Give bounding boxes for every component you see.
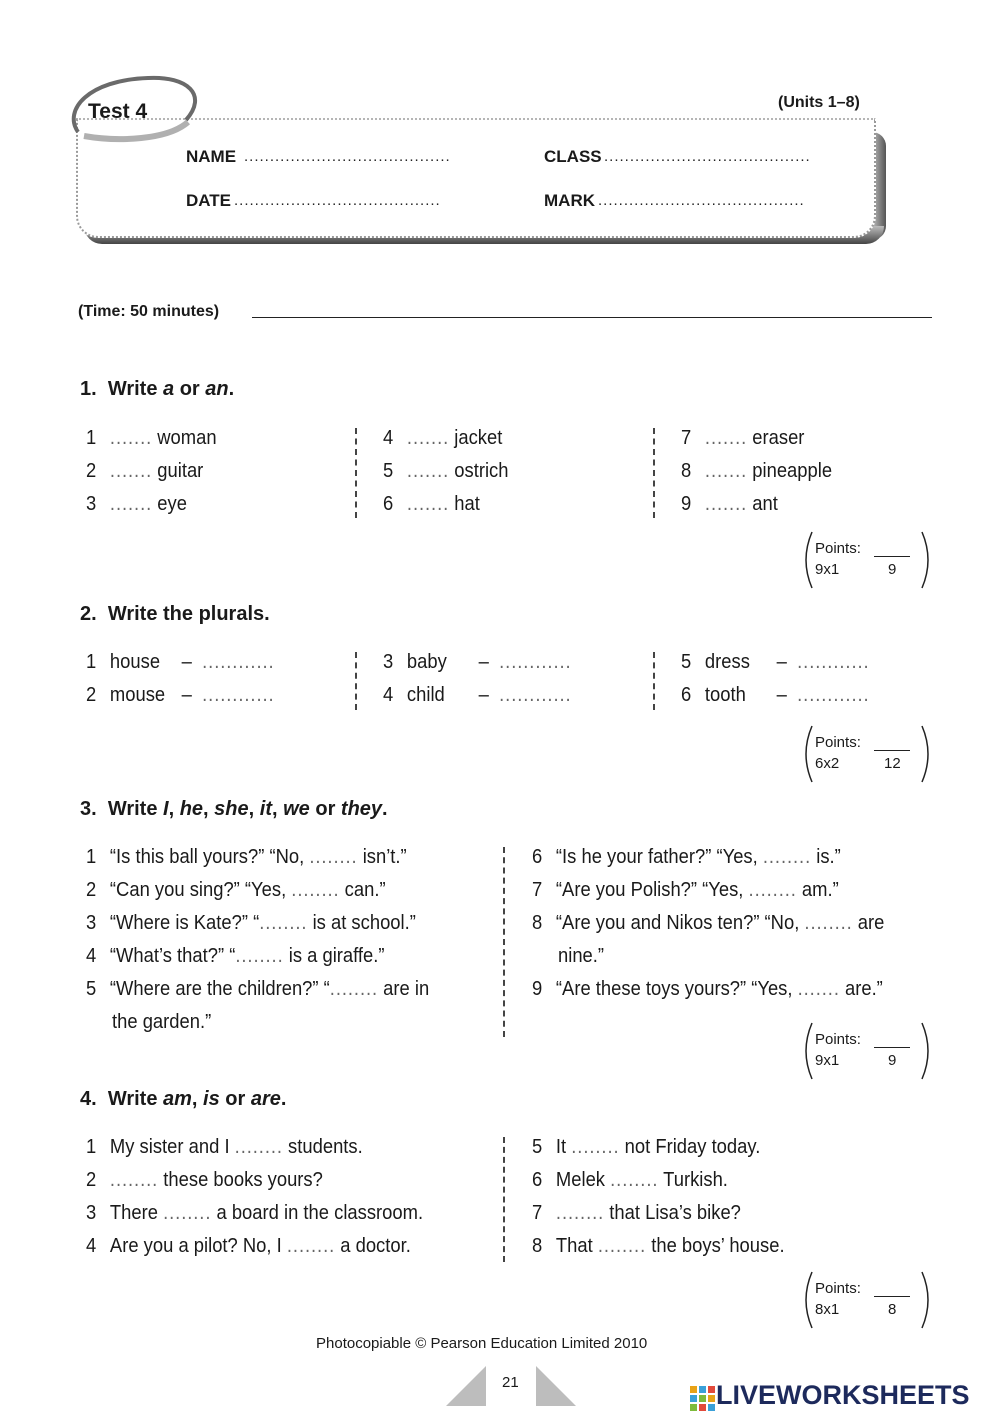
answer-blank[interactable]: ............ [499,651,572,673]
item-text: a board in the classroom. [216,1202,424,1224]
section-4-word-are: are [250,1088,281,1110]
units-range: (Units 1–8) [778,94,860,111]
page-number: 21 [502,1374,519,1391]
item-word: pineapple [752,460,833,482]
points-calc: 9x1 [815,561,840,578]
section-4-title [80,1088,286,1111]
list-item [86,493,187,516]
list-item [86,978,429,1001]
time-rule [252,317,932,318]
list-item [681,651,870,674]
item-text: “Is this ball yours?” “No, [109,846,305,868]
item-text: “Are these toys yours?” “Yes, [555,978,793,1000]
item-number: 4 [383,684,394,706]
item-number: 3 [86,912,97,934]
class-field[interactable]: ........................................ [604,148,811,165]
points-calc: 9x1 [815,1052,840,1069]
item-text: am.” [801,879,839,901]
item-text: is at school.” [312,912,416,934]
list-item [86,684,275,707]
section-3-word-it: it [259,798,272,820]
list-item [86,427,217,450]
item-number: 5 [532,1136,543,1158]
item-text: Melek [555,1169,606,1191]
class-label: CLASS [544,147,602,166]
points-total: 12 [884,755,901,772]
list-item [383,651,572,674]
item-text: can.” [344,879,386,901]
title-or: or [219,1088,251,1110]
item-text: these books yours? [163,1169,323,1191]
list-item [681,427,804,450]
title-or: or [309,798,341,820]
section-3-word-she: she [214,798,249,820]
section-2-title-text: Write the plurals. [107,603,270,625]
answer-blank[interactable]: ............ [202,684,275,706]
item-dash: – [776,651,787,673]
answer-blank[interactable]: ........ [571,1136,620,1158]
item-number: 4 [86,1235,97,1257]
item-text: not Friday today. [624,1136,761,1158]
section-1-number: 1. [80,378,97,400]
item-text: “Are you and Nikos ten?” “No, [555,912,800,934]
answer-blank[interactable]: ............ [499,684,572,706]
item-word: hat [454,493,480,515]
answer-blank[interactable]: ....... [797,978,840,1000]
item-number: 4 [383,427,394,449]
item-dash: – [776,684,787,706]
item-word: tooth [704,684,746,706]
item-number: 7 [532,879,543,901]
item-word: baby [406,651,447,673]
section-3-title-text: Write [107,798,164,820]
item-word: ant [752,493,778,515]
item-text: It [555,1136,567,1158]
item-number: 6 [681,684,692,706]
item-dash: – [181,651,192,673]
list-item [86,651,275,674]
answer-blank[interactable]: ........ [329,978,379,1000]
item-number: 3 [86,493,97,515]
item-text: “Is he your father?” “Yes, [555,846,758,868]
answer-blank[interactable]: ....... [704,427,748,449]
list-item [86,1235,411,1258]
item-number: 5 [383,460,394,482]
item-number: 1 [86,651,97,673]
item-word: house [109,651,161,673]
section-4-word-am: am [163,1088,192,1110]
item-word: dress [704,651,750,673]
list-item [532,1202,741,1225]
column-divider [355,652,357,710]
list-item [532,846,841,869]
item-text: There [109,1202,158,1224]
item-number: 8 [532,1235,543,1257]
points-box [802,724,932,784]
item-number: 8 [681,460,692,482]
list-item [86,1169,323,1192]
item-number: 6 [532,1169,543,1191]
section-1-title [80,378,234,401]
list-item [383,684,572,707]
mark-field[interactable]: ........................................ [598,192,805,209]
answer-blank[interactable]: ........ [555,1202,605,1224]
item-text: that Lisa’s bike? [609,1202,741,1224]
list-item [532,879,839,902]
item-dash: – [478,684,489,706]
item-text: students. [288,1136,363,1158]
section-1-title-a: a [163,378,175,400]
item-number: 5 [86,978,97,1000]
answer-blank[interactable]: ........ [597,1235,647,1257]
list-item [532,1169,728,1192]
list-item [383,460,508,483]
column-divider [653,428,655,518]
answer-blank[interactable]: ........ [804,912,853,934]
item-text: Are you a pilot? No, I [109,1235,282,1257]
column-divider [503,1137,505,1262]
answer-blank[interactable]: ....... [406,493,450,515]
points-score-line[interactable] [874,1047,910,1048]
list-item-continued: the garden.” [112,1011,212,1033]
answer-blank[interactable]: ........ [163,1202,212,1224]
item-text: My sister and I [109,1136,230,1158]
answer-blank[interactable]: ............ [202,651,275,673]
list-item [86,1136,363,1159]
liveworksheets-brand[interactable]: LIVEWORKSHEETS [716,1380,970,1410]
answer-blank[interactable]: ....... [406,427,450,449]
liveworksheets-logo-icon [690,1386,716,1412]
item-number: 2 [86,684,97,706]
section-4-number: 4. [80,1088,97,1110]
list-item [532,912,884,935]
item-dash: – [478,651,489,673]
title-comma: , [191,1088,198,1110]
item-number: 4 [86,945,97,967]
points-label: Points: [815,1031,861,1048]
item-text: are [857,912,885,934]
title-comma: , [203,798,209,820]
item-number: 1 [86,427,97,449]
item-number: 5 [681,651,692,673]
item-word: child [406,684,445,706]
answer-blank[interactable]: ........ [291,879,340,901]
item-word: woman [157,427,217,449]
section-1-title-period: . [228,378,235,400]
item-number: 2 [86,879,97,901]
points-label: Points: [815,540,861,557]
answer-blank[interactable]: ........ [762,846,812,868]
item-text: “Can you sing?” “Yes, [109,879,287,901]
list-item [86,879,386,902]
item-text: “Where is Kate?” “ [109,912,260,934]
points-calc: 8x1 [815,1301,840,1318]
section-1-title-an: an [205,378,229,400]
item-number: 6 [383,493,394,515]
item-word: jacket [454,427,503,449]
answer-blank[interactable]: ....... [109,493,153,515]
answer-blank[interactable]: ....... [704,493,748,515]
answer-blank[interactable]: ........ [109,1169,159,1191]
item-number: 1 [86,1136,97,1158]
points-score-line[interactable] [874,750,910,751]
points-total: 9 [888,1052,897,1069]
item-text: Turkish. [663,1169,728,1191]
list-item [681,493,778,516]
item-number: 3 [383,651,394,673]
points-total: 8 [888,1301,897,1318]
section-4-word-is: is [203,1088,220,1110]
date-label: DATE [186,191,232,210]
points-label: Points: [815,734,861,751]
name-label: NAME [186,147,237,166]
title-period: . [382,798,388,820]
section-4-title-text: Write [107,1088,164,1110]
item-number: 2 [86,1169,97,1191]
item-text: are in [383,978,430,1000]
title-comma: , [271,798,278,820]
column-divider [355,428,357,518]
list-item [86,945,385,968]
answer-blank[interactable]: ....... [704,460,748,482]
points-box [802,1021,932,1081]
time-limit: (Time: 50 minutes) [78,303,220,320]
item-word: eraser [752,427,805,449]
title-comma: , [248,798,255,820]
points-label: Points: [815,1280,861,1297]
list-item [681,684,870,707]
title-comma: , [168,798,175,820]
item-text: is a giraffe.” [288,945,385,967]
answer-blank[interactable]: ....... [406,460,450,482]
column-divider [503,847,505,1037]
answer-blank[interactable]: ........ [259,912,308,934]
item-number: 9 [532,978,543,1000]
answer-blank[interactable]: ........ [235,945,284,967]
test-title: Test 4 [88,100,148,123]
points-brackets [802,530,932,590]
item-number: 9 [681,493,692,515]
item-word: mouse [109,684,166,706]
list-item [532,1136,760,1159]
points-brackets [802,1270,932,1330]
date-field[interactable]: ........................................ [234,192,441,209]
item-text: the boys’ house. [651,1235,785,1257]
section-1-title-or: or [174,378,206,400]
list-item [532,978,883,1001]
item-text: is.” [816,846,841,868]
list-item [532,1235,785,1258]
item-number: 1 [86,846,97,868]
section-3-word-they: they [340,798,383,820]
list-item [86,912,416,935]
item-number: 7 [681,427,692,449]
list-item [86,846,407,869]
answer-blank[interactable]: ........ [234,1136,283,1158]
points-brackets [802,724,932,784]
item-word: guitar [157,460,204,482]
title-period: . [280,1088,287,1110]
item-text: are.” [844,978,883,1000]
section-3-word-i: I [163,798,169,820]
answer-blank[interactable]: ........ [286,1235,336,1257]
item-text: That [555,1235,593,1257]
points-score-line[interactable] [874,1296,910,1297]
list-item-continued: nine.” [558,945,605,967]
column-divider [653,652,655,710]
list-item [383,427,502,450]
section-3-word-he: he [179,798,204,820]
item-text: “Are you Polish?” “Yes, [555,879,744,901]
item-number: 7 [532,1202,543,1224]
item-number: 3 [86,1202,97,1224]
points-calc: 6x2 [815,755,840,772]
list-item [86,1202,423,1225]
answer-blank[interactable]: ........ [748,879,797,901]
section-3-title [80,798,388,821]
list-item [86,460,203,483]
item-number: 8 [532,912,543,934]
answer-blank[interactable]: ............ [797,651,870,673]
points-box [802,530,932,590]
list-item [681,460,832,483]
points-brackets [802,1021,932,1081]
points-score-line[interactable] [874,556,910,557]
answer-blank[interactable]: ....... [109,427,153,449]
section-3-word-we: we [283,798,310,820]
points-total: 9 [888,561,897,578]
item-word: ostrich [454,460,509,482]
answer-blank[interactable]: ....... [109,460,153,482]
answer-blank[interactable]: ............ [797,684,870,706]
section-3-number: 3. [80,798,97,820]
answer-blank[interactable]: ........ [610,1169,659,1191]
item-text: a doctor. [340,1235,411,1257]
section-2-title [80,603,270,626]
item-text: “What’s that?” “ [109,945,236,967]
section-1-title-text: Write [107,378,164,400]
copyright-notice: Photocopiable © Pearson Education Limited 2010 [316,1335,648,1352]
list-item [383,493,480,516]
answer-blank[interactable]: ........ [309,846,358,868]
item-word: eye [157,493,187,515]
name-field[interactable]: ........................................ [244,148,451,165]
item-text: isn’t.” [362,846,407,868]
item-number: 6 [532,846,543,868]
section-2-number: 2. [80,603,97,625]
item-number: 2 [86,460,97,482]
item-dash: – [181,684,192,706]
points-box [802,1270,932,1330]
mark-label: MARK [544,191,595,210]
item-text: “Where are the children?” “ [109,978,330,1000]
